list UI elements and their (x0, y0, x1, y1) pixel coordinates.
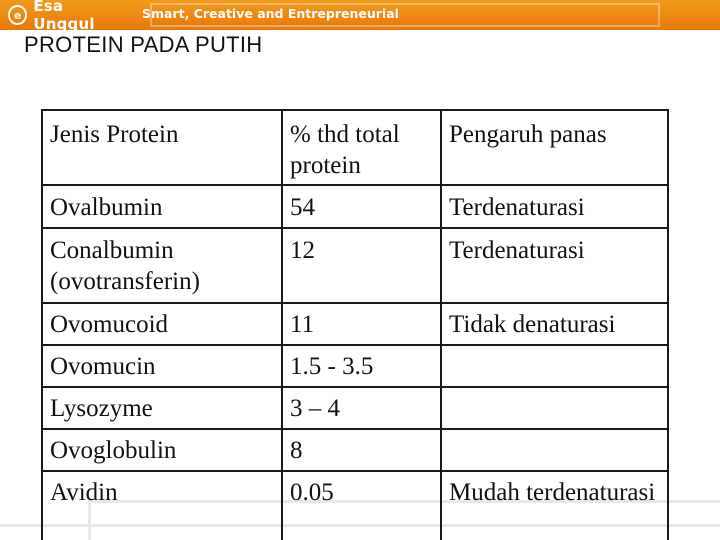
header-banner (0, 0, 720, 33)
cell-jenis: Conalbumin (ovotransferin) (42, 228, 282, 303)
cell-persen: 3 – 4 (282, 387, 441, 429)
protein-table (41, 109, 669, 540)
logo-mark-icon: e (8, 5, 27, 25)
table-row (42, 387, 668, 429)
cell-persen: 8 (282, 429, 441, 471)
cell-persen: 11 (282, 303, 441, 345)
cell-jenis: Ovomucoid (42, 303, 282, 345)
cell-jenis: Ovomucin (42, 345, 282, 387)
cell-persen: 0.05 (282, 471, 441, 540)
table-row (42, 345, 668, 387)
tagline: Smart, Creative and Entrepreneurial (142, 6, 399, 21)
cell-persen: 54 (282, 185, 441, 228)
table-row (42, 429, 668, 471)
header-cell: Pengaruh panas (441, 110, 668, 185)
cell-panas: Tidak denaturasi (441, 303, 668, 345)
cell-panas (441, 387, 668, 429)
slide-title: PROTEIN PADA PUTIH (24, 32, 263, 57)
table-row (42, 228, 668, 303)
cell-panas (441, 429, 668, 471)
table-row (42, 185, 668, 228)
header-cell: % thd total protein (282, 110, 441, 185)
cell-jenis: Lysozyme (42, 387, 282, 429)
cell-panas: Mudah terdenaturasi (441, 471, 668, 540)
cell-persen: 12 (282, 228, 441, 303)
cell-panas: Terdenaturasi (441, 185, 668, 228)
university-logo (8, 0, 126, 33)
cell-panas (441, 345, 668, 387)
cell-persen: 1.5 - 3.5 (282, 345, 441, 387)
cell-panas: Terdenaturasi (441, 228, 668, 303)
cell-jenis: Ovoglobulin (42, 429, 282, 471)
table-header-row (42, 110, 668, 185)
table-row (42, 303, 668, 345)
header-cell: Jenis Protein (42, 110, 282, 185)
cell-jenis: Avidin (42, 471, 282, 540)
table-row (42, 471, 668, 540)
cell-jenis: Ovalbumin (42, 185, 282, 228)
logo-text: Esa Unggul (33, 0, 95, 33)
